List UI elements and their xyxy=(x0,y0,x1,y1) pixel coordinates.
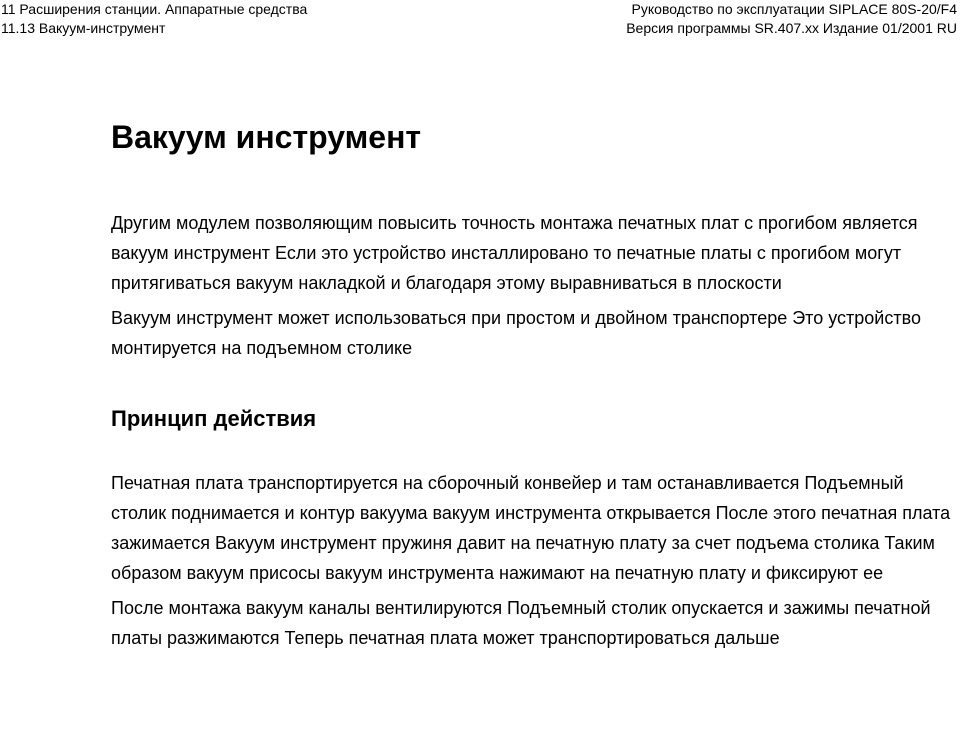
page-header xyxy=(0,0,961,40)
header-version: Версия программы SR.407.xx Издание 01/2001 RU xyxy=(626,20,957,36)
header-section: 11.13 Вакуум-инструмент xyxy=(1,20,166,36)
intro-paragraph-2: Вакуум инструмент может использоваться при простом и двойном транспортере Это устройство монтируется на подъемном столике xyxy=(111,308,921,358)
header-manual-info xyxy=(626,0,957,38)
page-title: Вакуум инструмент xyxy=(111,119,422,155)
section-paragraph-1: Печатная плата транспортируется на сборочный конвейер и там останавливается Подъемный столик поднимается и контур вакуума вакуум инструмента открывается После этого печатная плата зажимается Вакуум инструмент пружиня давит на печатную плату за счет подъема столика Таким образом вакуум присосы вакуум инструмента нажимают на печатную плату и фиксируют ее xyxy=(111,473,951,583)
document-body xyxy=(111,114,959,653)
section-paragraph-2: После монтажа вакуум каналы вентилируются Подъемный столик опускается и зажимы печатной платы разжимаются Теперь печатная плата может транспортироваться дальше xyxy=(111,598,931,648)
header-manual-title: Руководство по эксплуатации SIPLACE 80S-20/F4 xyxy=(631,1,957,17)
section-title: Принцип действия xyxy=(111,406,317,431)
intro-paragraph-1: Другим модулем позволяющим повысить точность монтажа печатных плат с прогибом является вакуум инструмент Если это устройство инсталлировано то печатные платы с прогибом могут притягиваться вакуум накладкой и благодаря этому выравниваться в плоскости xyxy=(111,213,918,293)
header-chapter-info xyxy=(1,0,307,38)
header-chapter: 11 Расширения станции. Аппаратные средства xyxy=(1,1,308,17)
